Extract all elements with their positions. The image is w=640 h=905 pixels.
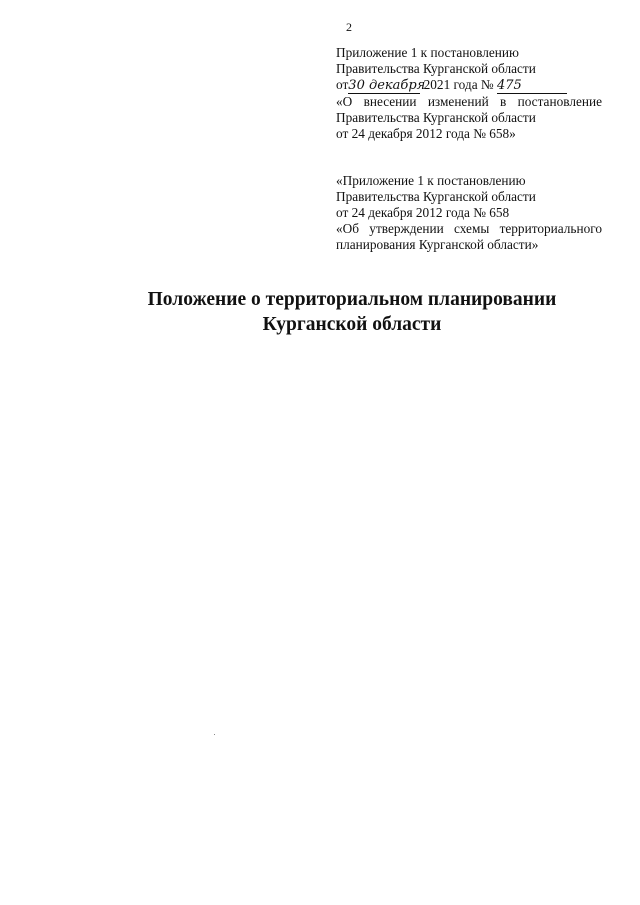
original-appendix-header xyxy=(336,173,602,253)
original-line: планирования Курганской области» xyxy=(336,237,539,252)
title-line-2: Курганской области xyxy=(262,314,442,335)
appendix-line: Правительства Курганской области xyxy=(336,61,536,76)
appendix-line: «О внесении изменений в постановление xyxy=(336,94,602,109)
appendix-date-line xyxy=(336,77,602,94)
handwritten-date: 30 декабря xyxy=(348,78,426,93)
original-line: от 24 декабря 2012 года № 658 xyxy=(336,205,510,220)
appendix-line: Приложение 1 к постановлению xyxy=(336,45,519,60)
original-line: «Приложение 1 к постановлению xyxy=(336,173,526,188)
scan-speck xyxy=(214,734,215,735)
from-prefix: от xyxy=(336,77,349,92)
appendix-header xyxy=(336,45,602,142)
page-number: 2 xyxy=(346,20,352,34)
original-line: «Об утверждении схемы территориального xyxy=(336,221,602,236)
original-line: Правительства Курганской области xyxy=(336,189,536,204)
appendix-line: от 24 декабря 2012 года № 658» xyxy=(336,126,516,141)
handwritten-number: 475 xyxy=(497,79,567,94)
title-line-1: Положение о территориальном планировании xyxy=(147,289,557,310)
year-text: 2021 года № xyxy=(423,77,494,92)
appendix-line: Правительства Курганской области xyxy=(336,110,536,125)
document-title xyxy=(120,287,584,337)
